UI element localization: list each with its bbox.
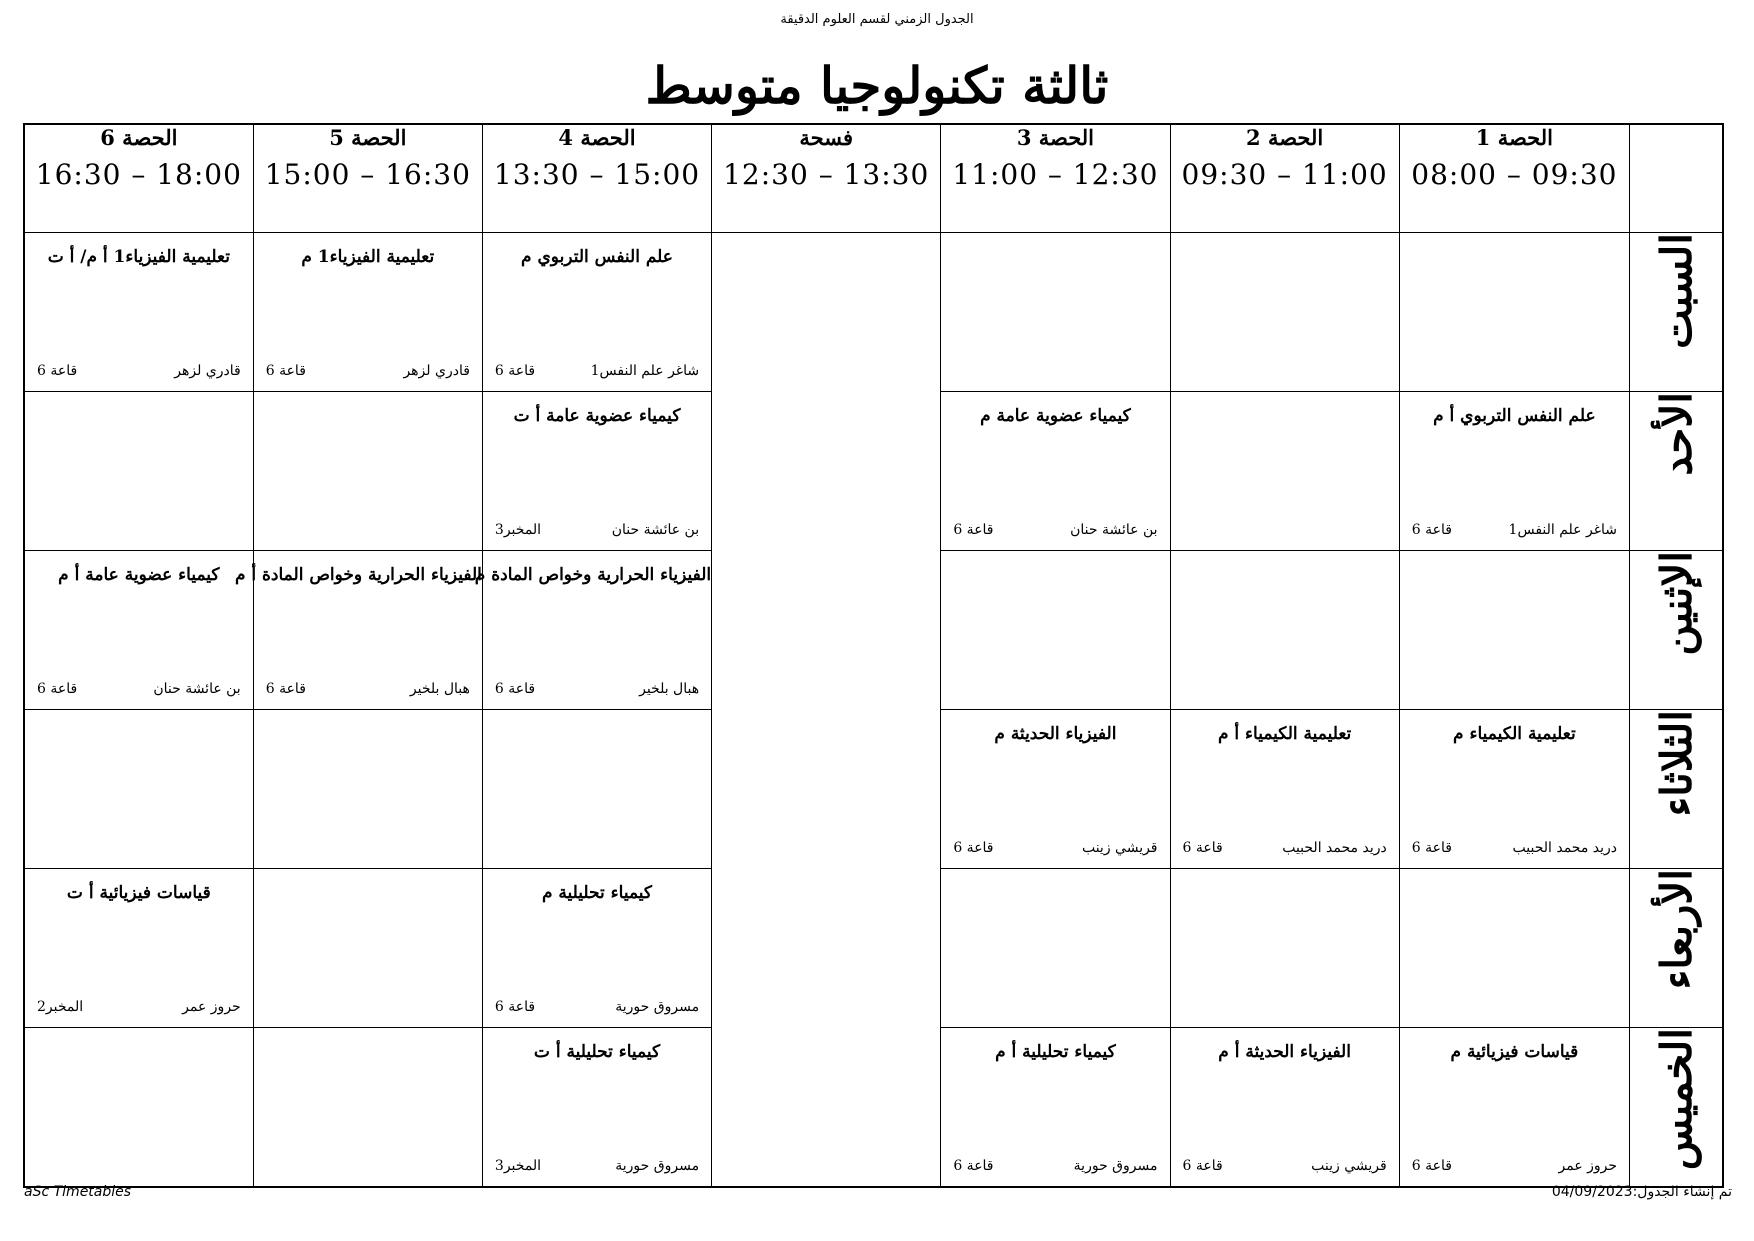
lesson-subject: الفيزياء الحرارية وخواص المادة م [474, 565, 712, 585]
lesson-room: قاعة 6 [1182, 840, 1223, 856]
lesson-teacher: دريد محمد الحبيب [1512, 840, 1618, 856]
lesson-room: قاعة 6 [1411, 1158, 1452, 1174]
period-time: 08:00 – 09:30 [1411, 158, 1618, 191]
period-time: 11:00 – 12:30 [952, 158, 1159, 191]
lesson-cell [482, 869, 711, 1028]
lesson-cell [1170, 710, 1399, 869]
lesson-room: قاعة 6 [37, 363, 78, 379]
day-name: الخميس [1651, 1028, 1701, 1171]
lesson-cell [1399, 551, 1629, 710]
lesson-cell [24, 392, 253, 551]
lesson-room: المخبر2 [37, 999, 84, 1015]
lesson-cell [1399, 869, 1629, 1028]
lesson-subject: قياسات فيزيائية م [1450, 1042, 1579, 1062]
lesson-cell [482, 233, 711, 392]
period-label: الحصة 4 [558, 125, 636, 150]
lesson-cell [941, 869, 1170, 1028]
day-label-cell [1630, 710, 1723, 869]
lesson-teacher: قريشي زينب [1311, 1158, 1387, 1174]
day-name: الأحد [1651, 392, 1701, 476]
day-name: الإثنين [1651, 551, 1701, 656]
lesson-teacher: بن عائشة حنان [153, 681, 241, 697]
period-header-3 [941, 124, 1170, 233]
lesson-cell [941, 233, 1170, 392]
period-time: 13:30 – 15:00 [493, 158, 701, 191]
lesson-teacher: حروز عمر [1558, 1158, 1618, 1174]
period-time: 12:30 – 13:30 [723, 158, 930, 191]
lesson-room: قاعة 6 [494, 681, 536, 697]
day-label-cell [1630, 551, 1723, 710]
timetable [23, 123, 1724, 1188]
lesson-room: قاعة 6 [1182, 1158, 1223, 1174]
lesson-cell [24, 551, 253, 710]
lesson-cell [941, 392, 1170, 551]
lesson-teacher: شاغر علم النفس1 [1508, 522, 1618, 538]
lesson-subject: تعليمية الفيزياء1 أ م/ أ ت [47, 247, 230, 267]
lesson-subject: تعليمية الكيمياء م [1453, 724, 1576, 744]
day-label-cell [1630, 1028, 1723, 1188]
footer-software-name: aSc Timetables [24, 1184, 132, 1200]
period-time: 15:00 – 16:30 [264, 158, 471, 191]
lesson-cell [941, 710, 1170, 869]
lesson-subject: تعليمية الكيمياء أ م [1217, 724, 1352, 744]
day-name: السبت [1651, 233, 1701, 349]
lesson-cell [1170, 1028, 1399, 1188]
page-title: ثالثة تكنولوجيا متوسط [645, 56, 1109, 115]
lesson-cell [253, 1028, 482, 1188]
lesson-room: قاعة 6 [494, 999, 536, 1015]
break-column [712, 233, 941, 1188]
lesson-teacher: مسروق حورية [615, 1158, 700, 1174]
lesson-subject: كيمياء عضوية عامة أ ت [513, 406, 681, 426]
lesson-subject: كيمياء تحليلية م [541, 883, 653, 903]
lesson-cell [1170, 392, 1399, 551]
lesson-cell [253, 710, 482, 869]
lesson-cell [941, 1028, 1170, 1188]
period-header-1 [1399, 124, 1629, 233]
day-label-cell [1630, 392, 1723, 551]
lesson-cell [253, 392, 482, 551]
lesson-cell [253, 233, 482, 392]
lesson-teacher: هبال بلخير [639, 681, 700, 697]
period-header-break [712, 124, 941, 233]
day-name: الثلاثاء [1651, 710, 1701, 817]
period-header-row [24, 124, 1723, 233]
day-label-cell [1630, 233, 1723, 392]
lesson-subject: تعليمية الفيزياء1 م [301, 247, 435, 267]
period-label: الحصة 3 [1016, 125, 1095, 150]
lesson-teacher: شاغر علم النفس1 [590, 363, 700, 379]
lesson-subject: كيمياء تحليلية أ م [995, 1042, 1116, 1062]
lesson-cell [1399, 1028, 1629, 1188]
lesson-room: قاعة 6 [265, 681, 306, 697]
lesson-teacher: قادري لزهر [403, 363, 470, 379]
lesson-cell [482, 1028, 711, 1188]
period-label: فسحة [799, 125, 853, 150]
lesson-room: قاعة 6 [953, 1158, 994, 1174]
period-header-5 [253, 124, 482, 233]
lesson-subject: الفيزياء الحرارية وخواص المادة أ م [234, 565, 482, 585]
lesson-room: قاعة 6 [953, 840, 994, 856]
lesson-subject: كيمياء عضوية عامة م [980, 406, 1131, 426]
lesson-subject: الفيزياء الحديثة م [994, 724, 1117, 744]
lesson-cell [253, 869, 482, 1028]
footer-created-date: تم إنشاء الجدول:04/09/2023 [1551, 1184, 1732, 1200]
lesson-cell [482, 710, 711, 869]
period-time: 16:30 – 18:00 [35, 158, 242, 191]
lesson-room: قاعة 6 [265, 363, 306, 379]
lesson-subject: كيمياء تحليلية أ ت [533, 1042, 661, 1062]
day-label-cell [1630, 869, 1723, 1028]
lesson-cell [474, 551, 712, 710]
lesson-room: المخبر3 [494, 1158, 542, 1174]
corner-cell [1630, 124, 1723, 233]
lesson-cell [1170, 869, 1399, 1028]
period-label: الحصة 1 [1475, 125, 1553, 150]
lesson-cell [24, 1028, 253, 1188]
lesson-room: قاعة 6 [1411, 522, 1452, 538]
period-label: الحصة 2 [1246, 125, 1324, 150]
lesson-room: قاعة 6 [1411, 840, 1452, 856]
lesson-subject: علم النفس التربوي م [521, 247, 673, 267]
lesson-cell [482, 392, 711, 551]
lesson-teacher: بن عائشة حنان [1070, 522, 1158, 538]
lesson-subject: كيمياء عضوية عامة أ م [58, 565, 220, 585]
day-name: الأربعاء [1651, 869, 1701, 990]
lesson-subject: قياسات فيزيائية أ ت [66, 883, 211, 903]
day-row [24, 233, 1723, 392]
lesson-room: المخبر3 [494, 522, 542, 538]
period-header-2 [1170, 124, 1399, 233]
lesson-teacher: بن عائشة حنان [611, 522, 700, 538]
lesson-cell [24, 869, 253, 1028]
period-time: 09:30 – 11:00 [1181, 158, 1388, 191]
lesson-teacher: مسروق حورية [615, 999, 700, 1015]
period-header-4 [482, 124, 711, 233]
lesson-room: قاعة 6 [494, 363, 536, 379]
lesson-teacher: قريشي زينب [1081, 840, 1158, 856]
lesson-cell [1170, 233, 1399, 392]
lesson-cell [1170, 551, 1399, 710]
lesson-cell [1399, 710, 1629, 869]
lesson-cell [24, 233, 253, 392]
lesson-teacher: دريد محمد الحبيب [1282, 840, 1387, 856]
lesson-cell [1399, 392, 1629, 551]
page-caption: الجدول الزمني لقسم العلوم الدقيقة [780, 12, 974, 27]
lesson-teacher: حروز عمر [182, 999, 241, 1015]
lesson-teacher: مسروق حورية [1073, 1158, 1158, 1174]
lesson-room: قاعة 6 [953, 522, 994, 538]
lesson-subject: الفيزياء الحديثة أ م [1218, 1042, 1351, 1062]
lesson-subject: علم النفس التربوي أ م [1433, 406, 1596, 426]
lesson-cell [1399, 233, 1629, 392]
lesson-teacher: قادري لزهر [174, 363, 241, 379]
period-label: الحصة 6 [100, 125, 178, 150]
lesson-teacher: هبال بلخير [409, 681, 470, 697]
lesson-cell [234, 551, 482, 710]
lesson-cell [941, 551, 1170, 710]
period-header-6 [24, 124, 253, 233]
lesson-cell [24, 710, 253, 869]
period-label: الحصة 5 [329, 125, 407, 150]
lesson-room: قاعة 6 [37, 681, 78, 697]
